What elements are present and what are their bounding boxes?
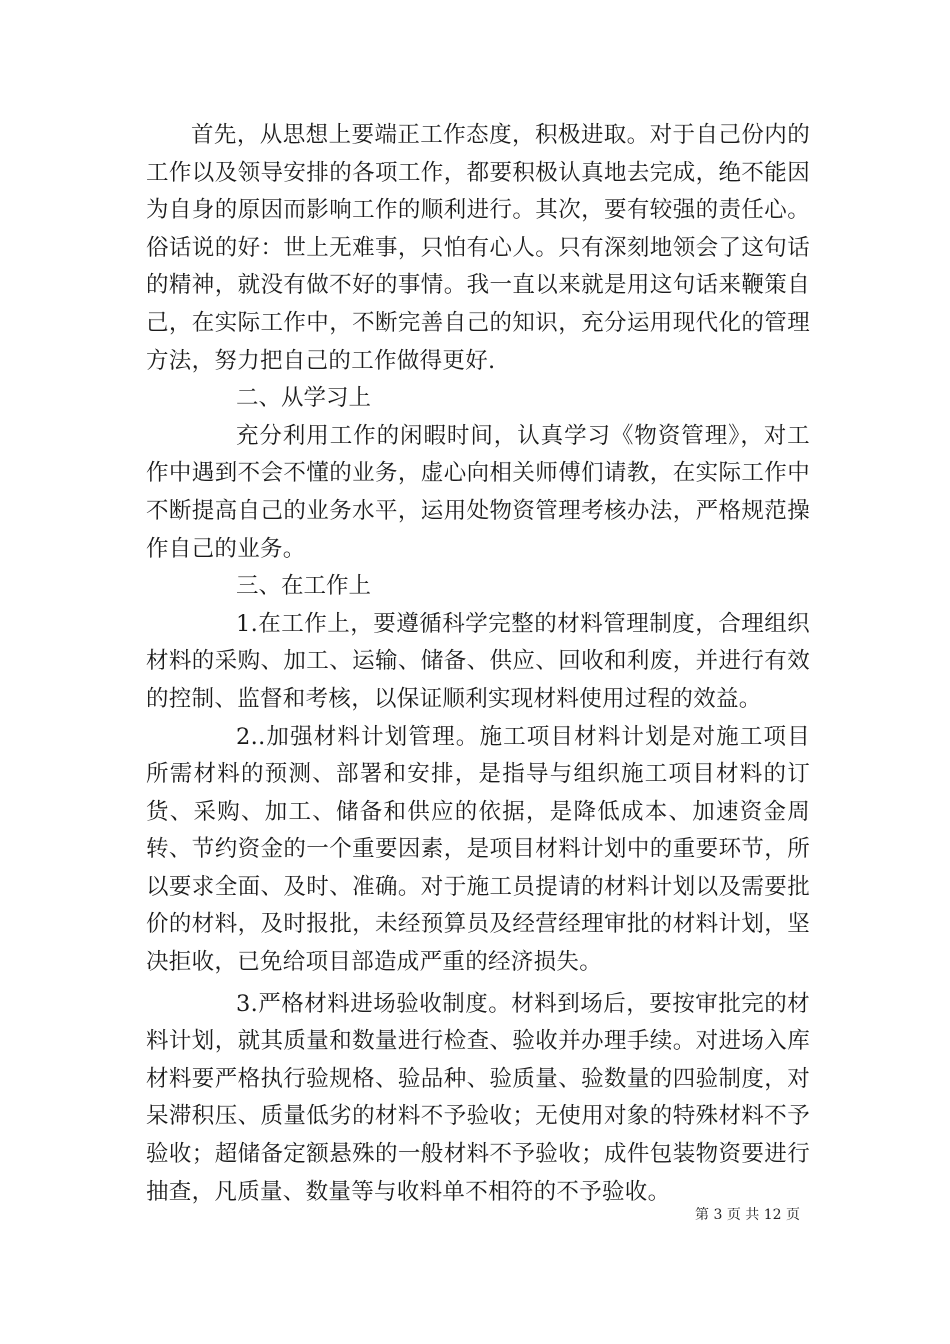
document-body <box>146 117 810 1211</box>
paragraph-work-item-3: 3.严格材料进场验收制度。材料到场后，要按审批完的材料计划，就其质量和数量进行检查、验收并办理手续。对进场入库材料要严格执行验规格、验品种、验质量、验数量的四验制度，对呆滞积压、质量低劣的材料不予验收；无使用对象的特殊材料不予验收；超储备定额悬殊的一般材料不予验收；成件包装物资要进行抽查，凡质量、数量等与收料单不相符的不予验收。 <box>146 990 810 1205</box>
page-number: 第 3 页 共 12 页 <box>695 1207 800 1223</box>
paragraph-study: 充分利用工作的闲暇时间，认真学习《物资管理》，对工作中遇到不会不懂的业务，虚心向相关师傅们请教，在实际工作中不断提高自己的业务水平，运用处物资管理考核办法，严格规范操作自己的业务。 <box>146 422 810 562</box>
paragraph-work-item-1: 1.在工作上，要遵循科学完整的材料管理制度，合理组织材料的采购、加工、运输、储备、供应、回收和利废，并进行有效的控制、监督和考核，以保证顺利实现材料使用过程的效益。 <box>146 610 810 712</box>
paragraph-work-item-2: 2..加强材料计划管理。施工项目材料计划是对施工项目所需材料的预测、部署和安排，是指导与组织施工项目材料的订货、采购、加工、储备和供应的依据，是降低成本、加速资金周转、节约资金的一个重要因素，是项目材料计划中的重要环节，所以要求全面、及时、准确。对于施工员提请的材料计划以及需要批价的材料，及时报批，未经预算员及经营经理审批的材料计划，坚决拒收，已免给项目部造成严重的经济损失。 <box>146 723 810 976</box>
section-heading-work: 三、在工作上 <box>236 573 372 600</box>
paragraph-attitude: 首先，从思想上要端正工作态度，积极进取。对于自己份内的工作以及领导安排的各项工作，都要积极认真地去完成，绝不能因为自身的原因而影响工作的顺利进行。其次，要有较强的责任心。俗话说的好：世上无难事，只怕有心人。只有深刻地领会了这句话的精神，就没有做不好的事情。我一直以来就是用这句话来鞭策自己，在实际工作中，不断完善自己的知识，充分运用现代化的管理方法，努力把自己的工作做得更好. <box>146 122 810 374</box>
section-heading-study: 二、从学习上 <box>236 385 372 412</box>
